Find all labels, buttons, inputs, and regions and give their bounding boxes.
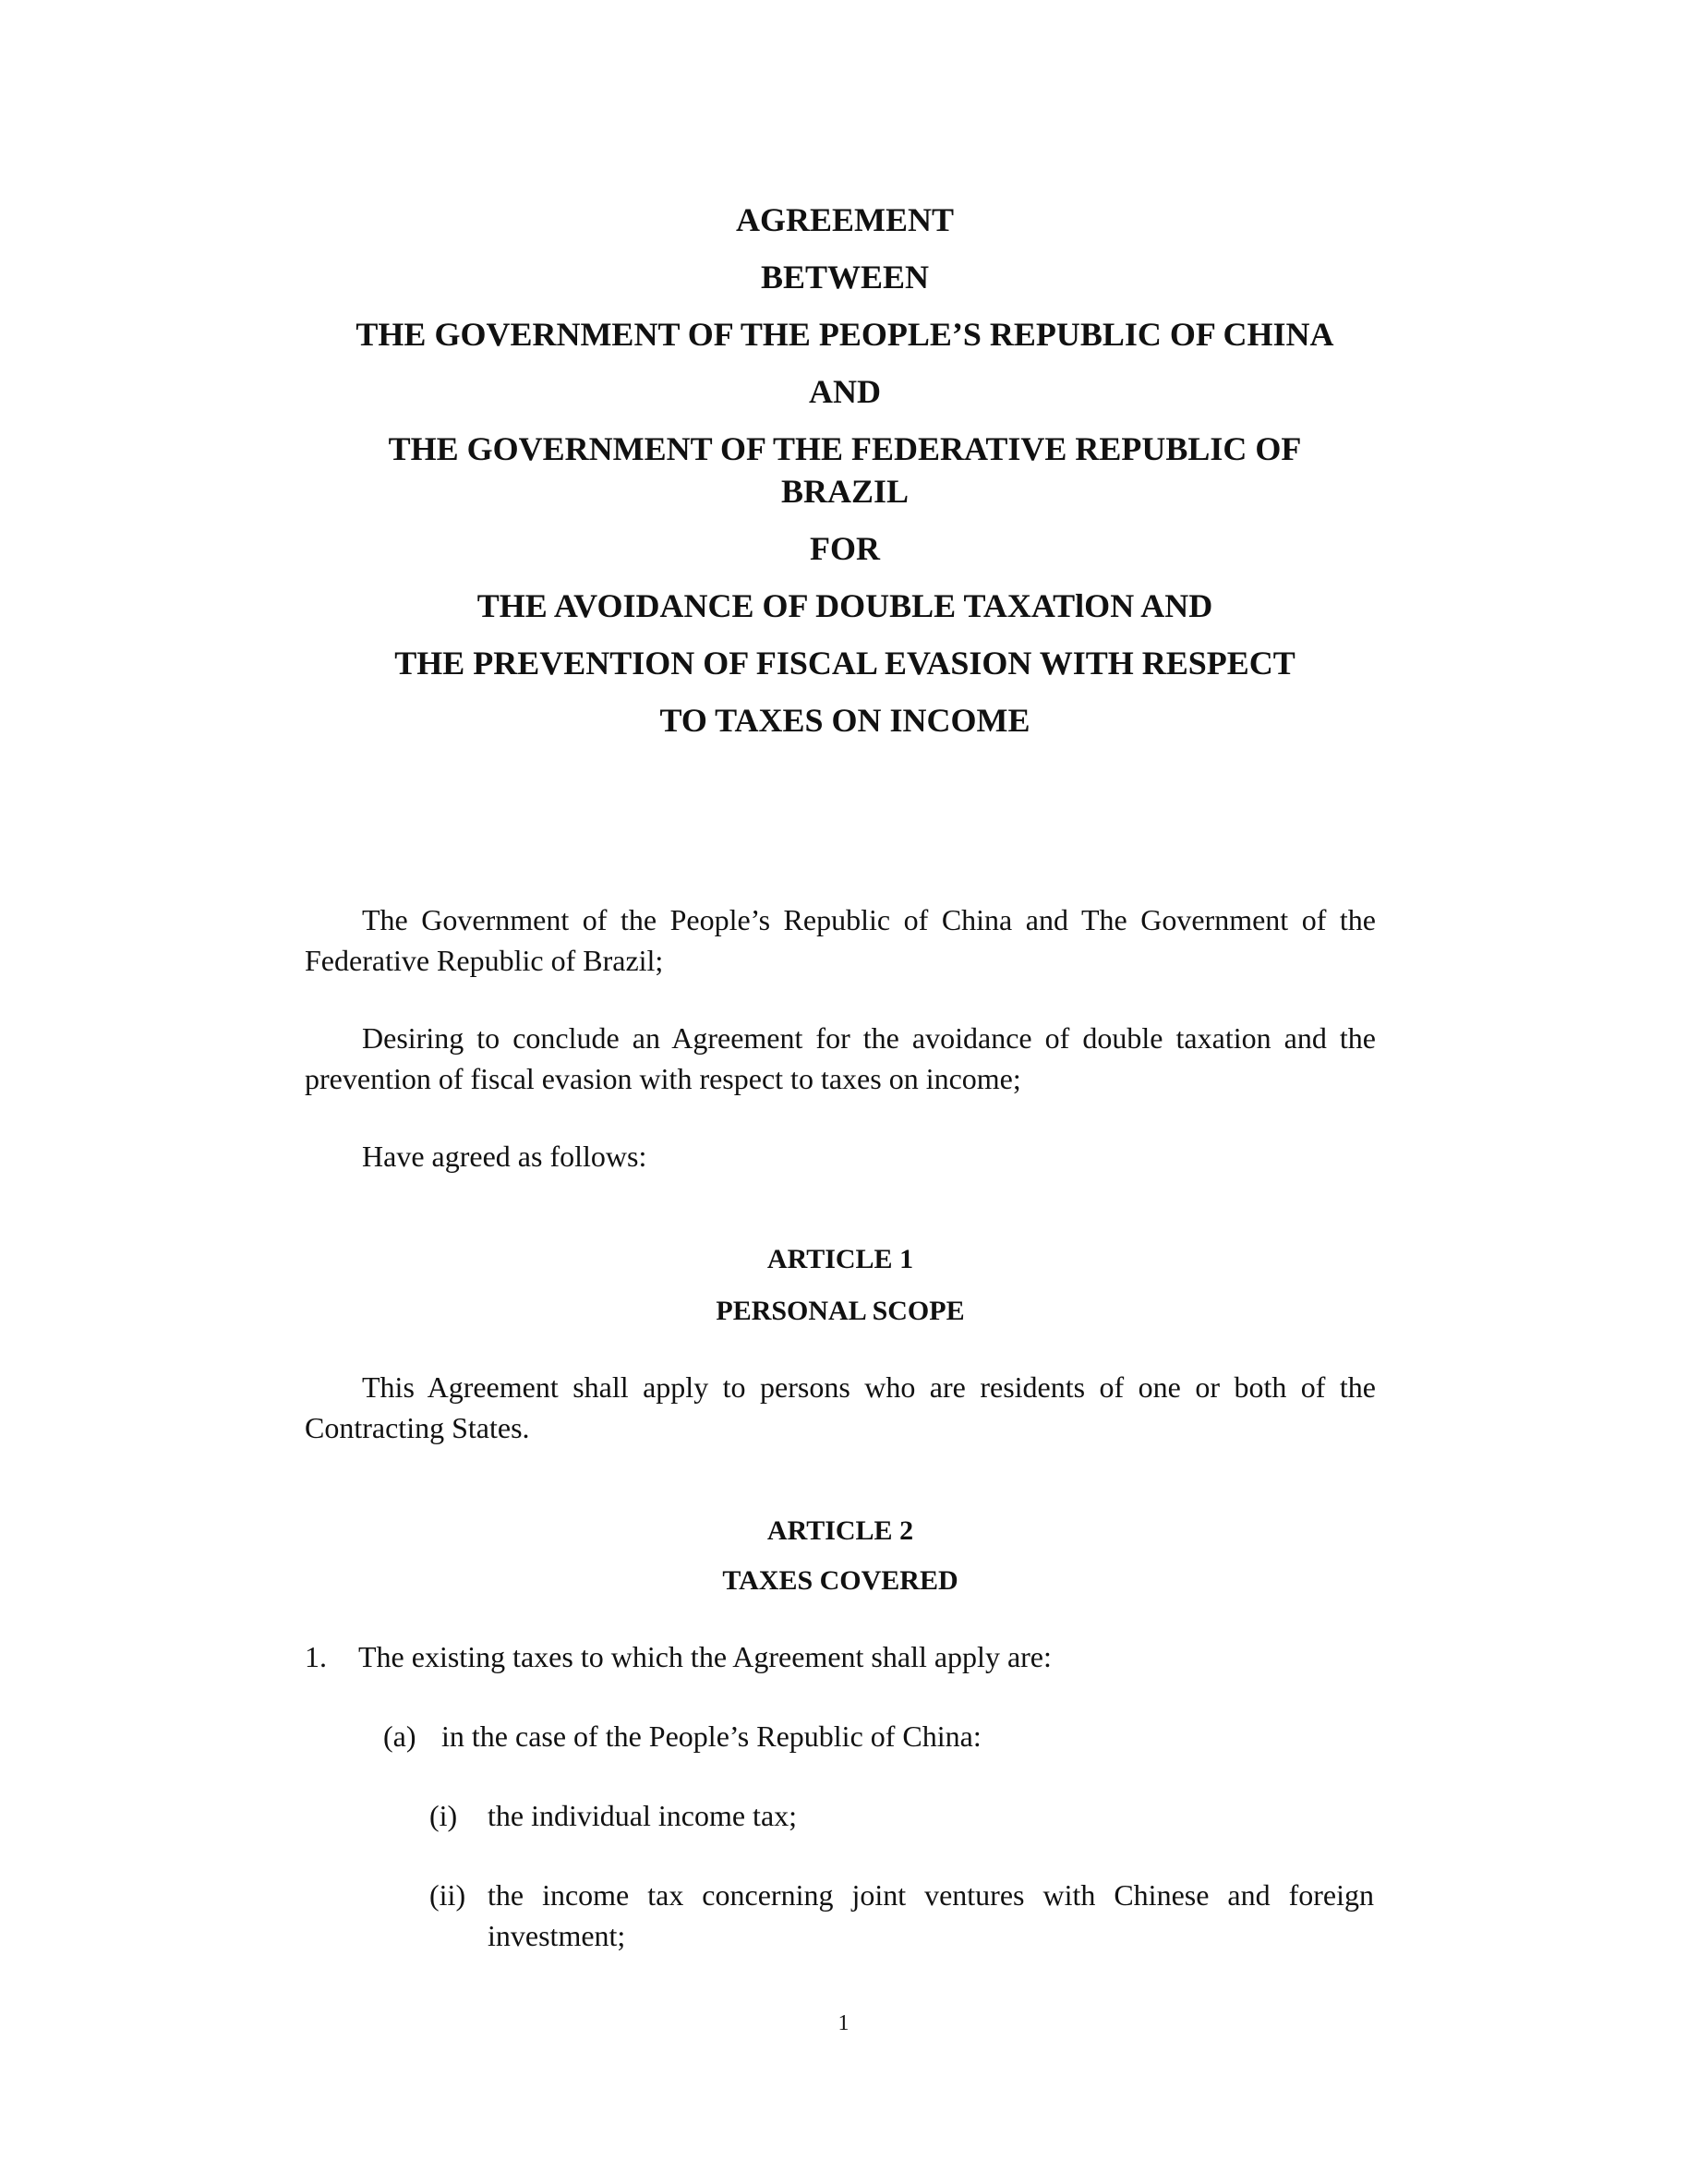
sub-item-i-label: (i)	[429, 1799, 458, 1832]
item-1-text: The existing taxes to which the Agreement shall apply are:	[358, 1640, 1052, 1673]
preamble-paragraph-desiring: Desiring to conclude an Agreement for the avoidance of double taxation and the prevention of fiscal evasion with respect to taxes on income;	[305, 1021, 1376, 1095]
sub-item-a-label: (a)	[383, 1719, 416, 1753]
title-line: AGREEMENT	[735, 201, 955, 238]
title-line: TO TAXES ON INCOME	[659, 702, 1030, 739]
sub-item-ii-label: (ii)	[429, 1878, 466, 1912]
title-line: THE GOVERNMENT OF THE FEDERATIVE REPUBLIC OF BRAZIL	[388, 430, 1302, 510]
article-2-title: TAXES COVERED	[722, 1565, 958, 1596]
title-line: FOR	[810, 530, 880, 567]
article-1-title: PERSONAL SCOPE	[716, 1296, 965, 1326]
title-line: THE PREVENTION OF FISCAL EVASION WITH RESPECT	[394, 645, 1295, 682]
title-line: THE AVOIDANCE OF DOUBLE TAXATlON AND	[476, 587, 1213, 624]
page-number: 1	[837, 2011, 850, 2035]
preamble-paragraph-agreed: Have agreed as follows:	[362, 1140, 647, 1173]
item-1-number: 1.	[305, 1640, 327, 1673]
article-2-number: ARTICLE 2	[766, 1515, 914, 1546]
sub-item-ii-text: the income tax concerning joint ventures with Chinese and foreign investment;	[488, 1878, 1374, 1952]
agreement-title	[305, 199, 1385, 756]
title-line: AND	[809, 373, 881, 410]
sub-item-a-text: in the case of the People’s Republic of China:	[441, 1719, 982, 1753]
article-1-number: ARTICLE 1	[766, 1244, 914, 1274]
title-line: BETWEEN	[760, 259, 930, 296]
title-line: THE GOVERNMENT OF THE PEOPLE’S REPUBLIC OF CHINA	[355, 316, 1334, 353]
article-1-text: This Agreement shall apply to persons who are residents of one or both of the Contracting States.	[305, 1370, 1376, 1444]
sub-item-i-text: the individual income tax;	[488, 1799, 798, 1832]
preamble-paragraph-parties: The Government of the People’s Republic of China and The Government of the Federative Republic of Brazil;	[305, 903, 1376, 977]
